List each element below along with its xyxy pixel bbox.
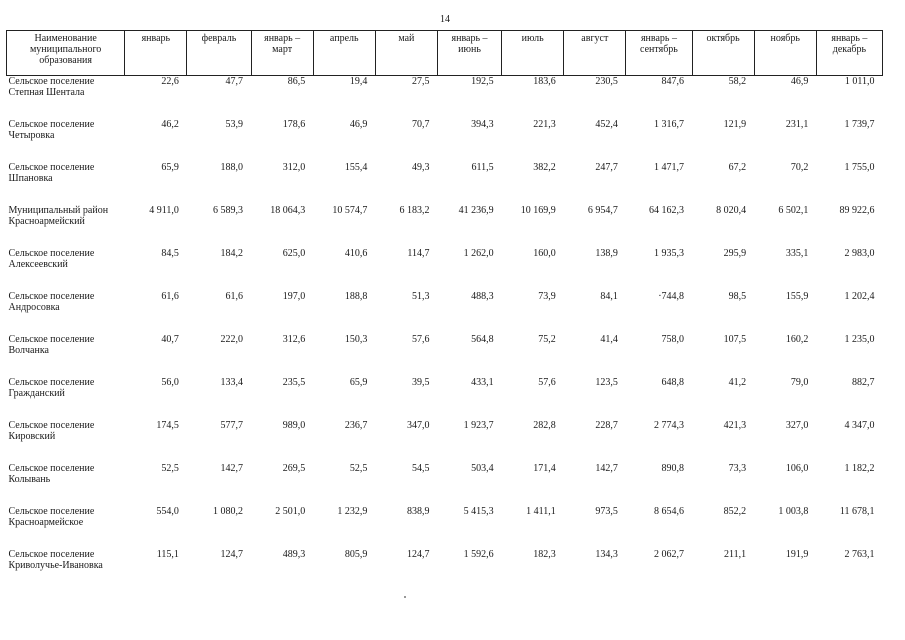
value-cell: 121,9 <box>723 119 747 130</box>
table-row <box>7 291 883 334</box>
value-cell: 648,8 <box>661 377 685 388</box>
value-cell: 155,4 <box>344 162 368 173</box>
table-row <box>7 162 883 205</box>
value-cell: 188,0 <box>220 162 244 173</box>
value-cell: 184,2 <box>220 248 244 259</box>
value-cell: 228,7 <box>595 420 618 431</box>
municipality-name-cell: Сельское поселение Колывань <box>8 463 95 485</box>
value-cell: 61,6 <box>225 291 244 302</box>
value-cell: 221,3 <box>533 119 556 130</box>
value-cell: 625,0 <box>282 248 306 259</box>
value-cell: 19,4 <box>349 76 368 87</box>
value-cell: 79,0 <box>790 377 809 388</box>
value-cell: 989,0 <box>282 420 306 431</box>
value-cell: 847,6 <box>661 76 685 87</box>
value-cell: 1 316,7 <box>654 119 685 130</box>
municipality-name-cell: Сельское поселение Криволучье-Ивановка <box>8 549 103 571</box>
table-row <box>7 463 883 506</box>
municipality-name-cell: Сельское поселение Четыровка <box>8 119 95 141</box>
value-cell: 5 415,3 <box>463 506 494 517</box>
value-cell: 133,4 <box>220 377 244 388</box>
value-cell: 882,7 <box>852 377 875 388</box>
value-cell: 1 011,0 <box>844 76 875 87</box>
value-cell: 8 654,6 <box>654 506 685 517</box>
table-row <box>7 420 883 463</box>
value-cell: 86,5 <box>287 76 306 87</box>
value-cell: 56,0 <box>161 377 179 388</box>
value-cell: 27,5 <box>411 76 430 87</box>
value-cell: 1 262,0 <box>463 248 494 259</box>
column-header: январь <box>125 31 187 76</box>
table-row <box>7 334 883 377</box>
column-header: август <box>564 31 626 76</box>
value-cell: 230,5 <box>595 76 618 87</box>
value-cell: 10 169,9 <box>520 205 556 216</box>
value-cell: 6 589,3 <box>213 205 244 216</box>
value-cell: 191,9 <box>785 549 809 560</box>
value-cell: 1 411,1 <box>526 506 556 517</box>
value-cell: 1 739,7 <box>844 119 875 130</box>
value-cell: 70,2 <box>790 162 809 173</box>
value-cell: 335,1 <box>785 248 809 259</box>
value-cell: 58,2 <box>728 76 747 87</box>
municipality-name-cell: Сельское поселение Андросовка <box>8 291 95 313</box>
value-cell: 1 923,7 <box>463 420 494 431</box>
value-cell: 171,4 <box>533 463 556 474</box>
table-row <box>7 506 883 549</box>
value-cell: 1 235,0 <box>844 334 875 345</box>
table-row <box>7 549 883 592</box>
value-cell: 611,5 <box>471 162 494 173</box>
value-cell: 114,7 <box>407 248 430 259</box>
value-cell: 10 574,7 <box>332 205 368 216</box>
value-cell: 1 202,4 <box>844 291 875 302</box>
value-cell: 2 062,7 <box>654 549 685 560</box>
value-cell: 758,0 <box>661 334 685 345</box>
municipality-name-cell: Сельское поселение Степная Шентала <box>8 76 95 98</box>
value-cell: 564,8 <box>471 334 494 345</box>
value-cell: 46,9 <box>790 76 809 87</box>
value-cell: 54,5 <box>411 463 430 474</box>
value-cell: 160,0 <box>533 248 556 259</box>
value-cell: 182,3 <box>533 549 556 560</box>
value-cell: 67,2 <box>728 162 747 173</box>
value-cell: 174,5 <box>156 420 179 431</box>
municipality-name-cell: Сельское поселение Красноармейское <box>8 506 95 528</box>
table-row <box>7 205 883 248</box>
value-cell: 22,6 <box>161 76 179 87</box>
value-cell: 890,8 <box>661 463 685 474</box>
value-cell: 73,3 <box>728 463 747 474</box>
scan-speck <box>404 596 406 598</box>
value-cell: 98,5 <box>728 291 747 302</box>
column-header: январь – июнь <box>437 31 501 76</box>
value-cell: 2 763,1 <box>844 549 875 560</box>
value-cell: 269,5 <box>282 463 306 474</box>
value-cell: 6 502,1 <box>778 205 809 216</box>
value-cell: 57,6 <box>411 334 430 345</box>
value-cell: 89 922,6 <box>839 205 875 216</box>
column-header: май <box>375 31 437 76</box>
value-cell: 2 501,0 <box>275 506 306 517</box>
value-cell: 2 774,3 <box>654 420 685 431</box>
table-row <box>7 76 883 120</box>
value-cell: 1 182,2 <box>844 463 875 474</box>
value-cell: 65,9 <box>161 162 179 173</box>
value-cell: 235,5 <box>282 377 306 388</box>
value-cell: ·744,8 <box>658 291 685 302</box>
value-cell: 1 755,0 <box>844 162 875 173</box>
value-cell: 488,3 <box>471 291 494 302</box>
value-cell: 124,7 <box>406 549 430 560</box>
value-cell: 192,5 <box>471 76 494 87</box>
value-cell: 64 162,3 <box>649 205 685 216</box>
value-cell: 452,4 <box>595 119 618 130</box>
value-cell: 433,1 <box>471 377 494 388</box>
value-cell: 53,9 <box>225 119 244 130</box>
value-cell: 1 003,8 <box>778 506 809 517</box>
value-cell: 8 020,4 <box>716 205 747 216</box>
value-cell: 183,6 <box>533 76 556 87</box>
value-cell: 41 236,9 <box>458 205 494 216</box>
value-cell: 46,2 <box>161 119 179 130</box>
value-cell: 2 983,0 <box>844 248 875 259</box>
municipality-name-cell: Сельское поселение Гражданский <box>8 377 95 399</box>
value-cell: 1 080,2 <box>213 506 244 517</box>
value-cell: 73,9 <box>538 291 556 302</box>
value-cell: 46,9 <box>349 119 368 130</box>
value-cell: 106,0 <box>785 463 809 474</box>
value-cell: 410,6 <box>344 248 368 259</box>
value-cell: 6 183,2 <box>399 205 430 216</box>
column-header: январь – декабрь <box>816 31 882 76</box>
value-cell: 178,6 <box>282 119 306 130</box>
value-cell: 51,3 <box>411 291 430 302</box>
value-cell: 327,0 <box>785 420 809 431</box>
value-cell: 84,5 <box>161 248 179 259</box>
value-cell: 124,7 <box>220 549 244 560</box>
value-cell: 554,0 <box>156 506 179 517</box>
value-cell: 123,5 <box>595 377 618 388</box>
value-cell: 52,5 <box>349 463 368 474</box>
value-cell: 84,1 <box>600 291 618 302</box>
value-cell: 231,1 <box>785 119 809 130</box>
value-cell: 47,7 <box>225 76 244 87</box>
column-header: октябрь <box>692 31 754 76</box>
value-cell: 70,7 <box>411 119 430 130</box>
value-cell: 188,8 <box>344 291 368 302</box>
municipality-name-cell: Сельское поселение Алексеевский <box>8 248 95 270</box>
value-cell: 39,5 <box>411 377 430 388</box>
table-row <box>7 119 883 162</box>
value-cell: 577,7 <box>220 420 244 431</box>
table-body <box>7 76 883 593</box>
value-cell: 4 347,0 <box>844 420 875 431</box>
column-header: июль <box>502 31 564 76</box>
municipality-name-cell: Сельское поселение Кировский <box>8 420 95 442</box>
value-cell: 18 064,3 <box>270 205 306 216</box>
column-header: январь – сентябрь <box>626 31 692 76</box>
value-cell: 142,7 <box>595 463 618 474</box>
column-header: февраль <box>187 31 251 76</box>
value-cell: 489,3 <box>282 549 306 560</box>
value-cell: 222,0 <box>220 334 244 345</box>
value-cell: 138,9 <box>595 248 618 259</box>
value-cell: 394,3 <box>471 119 494 130</box>
value-cell: 52,5 <box>161 463 179 474</box>
data-table <box>6 30 883 592</box>
table-row <box>7 248 883 291</box>
value-cell: 115,1 <box>156 549 179 560</box>
column-header: Наименование муниципального образования <box>7 31 125 76</box>
value-cell: 211,1 <box>724 549 747 560</box>
value-cell: 312,6 <box>282 334 306 345</box>
column-header: апрель <box>313 31 375 76</box>
value-cell: 41,2 <box>728 377 747 388</box>
column-header: январь – март <box>251 31 313 76</box>
value-cell: 155,9 <box>785 291 809 302</box>
value-cell: 295,9 <box>723 248 747 259</box>
value-cell: 1 471,7 <box>654 162 685 173</box>
column-header: ноябрь <box>754 31 816 76</box>
value-cell: 197,0 <box>282 291 306 302</box>
municipality-name-cell: Сельское поселение Волчанка <box>8 334 95 356</box>
value-cell: 4 911,0 <box>149 205 179 216</box>
value-cell: 421,3 <box>723 420 747 431</box>
value-cell: 347,0 <box>406 420 430 431</box>
value-cell: 11 678,1 <box>839 506 875 517</box>
value-cell: 838,9 <box>406 506 430 517</box>
value-cell: 247,7 <box>595 162 618 173</box>
value-cell: 973,5 <box>595 506 618 517</box>
value-cell: 40,7 <box>161 334 179 345</box>
value-cell: 142,7 <box>220 463 244 474</box>
municipality-name-cell: Муниципальный район Красноармейский <box>8 205 109 227</box>
value-cell: 41,4 <box>600 334 618 345</box>
table-row <box>7 377 883 420</box>
value-cell: 134,3 <box>595 549 618 560</box>
value-cell: 282,8 <box>533 420 556 431</box>
page-number: 14 <box>440 14 450 25</box>
value-cell: 65,9 <box>349 377 368 388</box>
header-row <box>7 31 883 76</box>
value-cell: 1 935,3 <box>654 248 685 259</box>
value-cell: 382,2 <box>533 162 556 173</box>
municipality-name-cell: Сельское поселение Шпановка <box>8 162 95 184</box>
value-cell: 160,2 <box>785 334 809 345</box>
value-cell: 6 954,7 <box>587 205 618 216</box>
value-cell: 1 232,9 <box>337 506 368 517</box>
value-cell: 852,2 <box>723 506 747 517</box>
value-cell: 61,6 <box>161 291 179 302</box>
value-cell: 75,2 <box>538 334 556 345</box>
value-cell: 805,9 <box>344 549 368 560</box>
value-cell: 49,3 <box>411 162 430 173</box>
value-cell: 107,5 <box>723 334 747 345</box>
value-cell: 150,3 <box>344 334 368 345</box>
value-cell: 57,6 <box>538 377 556 388</box>
value-cell: 1 592,6 <box>463 549 494 560</box>
value-cell: 503,4 <box>471 463 494 474</box>
value-cell: 312,0 <box>282 162 306 173</box>
value-cell: 236,7 <box>344 420 368 431</box>
